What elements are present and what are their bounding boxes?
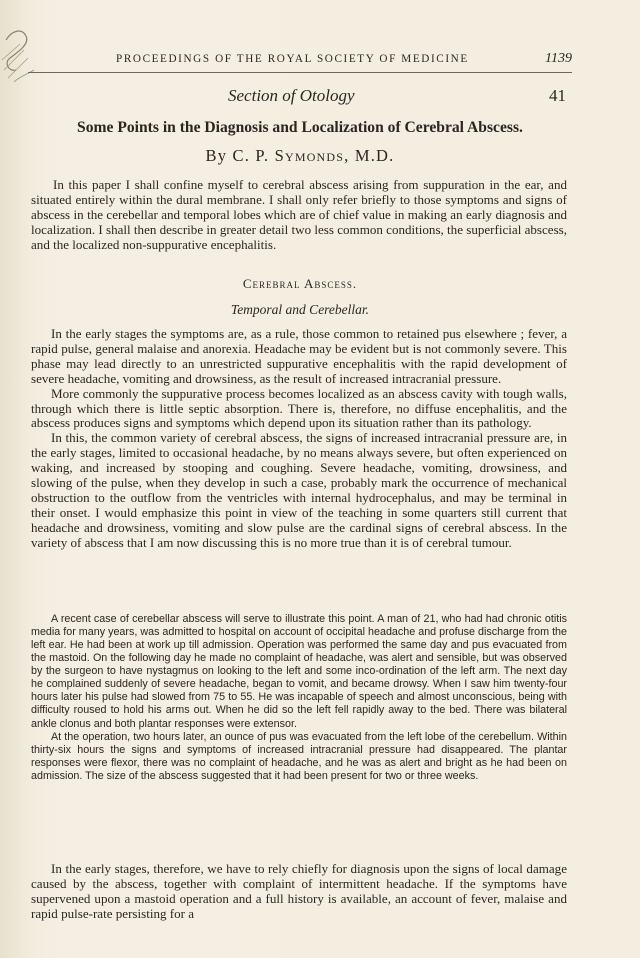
page-header	[28, 51, 572, 71]
body-paragraph: More commonly the suppurative process becomes localized as an abscess cavity with tough walls, through which there is little septic absorption. There is, therefore, no diffuse encephalitis, and the abscess produces signs and symptoms which depend upon its situation rather than its pathology.	[31, 385, 567, 431]
heading-temporal-cerebellar: Temporal and Cerebellar.	[230, 302, 370, 317]
body-paragraph: In this, the common variety of cerebral abscess, the signs of increased intracranial pressure are, in the early stages, limited to occasional headache, by no means always severe, but often experienced on waking, and increased by stooping and coughing. Severe headache, vomiting, drowsiness, and slowing of the pulse, when they develop in such a case, probably mark the occurrence of mechanical obstruction to the outflow from the ventricles with internal hydrocephalus, and may be terminal in their onset. I would emphasize this point in view of the teaching in some quarters still current that headache and drowsiness, vomiting and slow pulse are the cardinal signs of cerebral abscess. In the variety of abscess that I am now discussing this is no more true than it is of cerebral tumour.	[31, 430, 567, 550]
body-paragraph: In the early stages the symptoms are, as a rule, those common to retained pus elsewhere ; fever, a rapid pulse, general malaise and anorexia. Headache may be evident but is not commonly severe. This phase may lead directly to an unrestricted suppurative encephalitis with the rapid development of severe headache, vomiting and drowsiness, as the result of increased intracranial pressure.	[31, 326, 567, 386]
body-section	[31, 327, 567, 551]
intro-paragraph: In this paper I shall confine myself to cerebral abscess arising from suppuration in the ear, and situated entirely within the dural membrane. I shall only refer briefly to those symptoms and signs of abscess in the cerebellar and temporal lobes which are of chief value in making an early diagnosis and localization. I shall then describe in greater detail two less common conditions, the superficial abscess, and the localized non-suppurative encephalitis.	[31, 177, 567, 252]
page-number: 1139	[545, 51, 572, 66]
closing-paragraph: In the early stages, therefore, we have to rely chiefly for diagnosis upon the signs of local damage caused by the abscess, together with complaint of intermittent headache. If the symptoms have supervened upon a mastoid operation and a full history is available, an account of fever, malaise and rapid pulse-rate persisting for a	[31, 861, 567, 921]
article-title: Some Points in the Diagnosis and Localization of Cerebral Abscess.	[77, 119, 523, 136]
running-head: PROCEEDINGS OF THE ROYAL SOCIETY OF MEDICINE	[116, 53, 469, 65]
section-title: Section of Otology	[228, 86, 355, 105]
header-rule	[28, 72, 572, 73]
intro-section	[31, 178, 567, 253]
case-paragraph: At the operation, two hours later, an ounce of pus was evacuated from the left lobe of the cerebellum. Within thirty-six hours the signs and symptoms of increased intracranial pressure had disappeared. The plantar responses were flexor, there was no complaint of headache, and he was as alert and bright as he had been on admission. The size of the abscess suggested that it had been present for two or three weeks.	[31, 730, 567, 782]
byline: By C. P. Symonds, M.D.	[205, 146, 395, 165]
heading-cerebral-abscess: Cerebral Abscess.	[242, 276, 358, 291]
section-number: 41	[549, 86, 566, 105]
case-paragraph: A recent case of cerebellar abscess will serve to illustrate this point. A man of 21, who had had chronic otitis media for many years, was admitted to hospital on account of occipital headache and profuse discharge from the left ear. He had been at work up till admission. Operation was performed the same day and pus evacuated from the mastoid. On the following day he made no complaint of headache, was alert and sensible, but was observed by the surgeon to have nystagmus on looking to the left and some inco-ordination of the left arm. The next day he complained suddenly of severe headache, began to vomit, and became drowsy. When I saw him twenty-four hours later his pulse had slowed from 75 to 55. He was incapable of speech and almost unconscious, being with difficulty roused to hold his arms out. When he did so the left fell rapidly away to the bed. There was bilateral ankle clonus and both plantar responses were extensor.	[31, 613, 568, 730]
case-report	[31, 613, 567, 783]
closing-section	[31, 862, 567, 922]
